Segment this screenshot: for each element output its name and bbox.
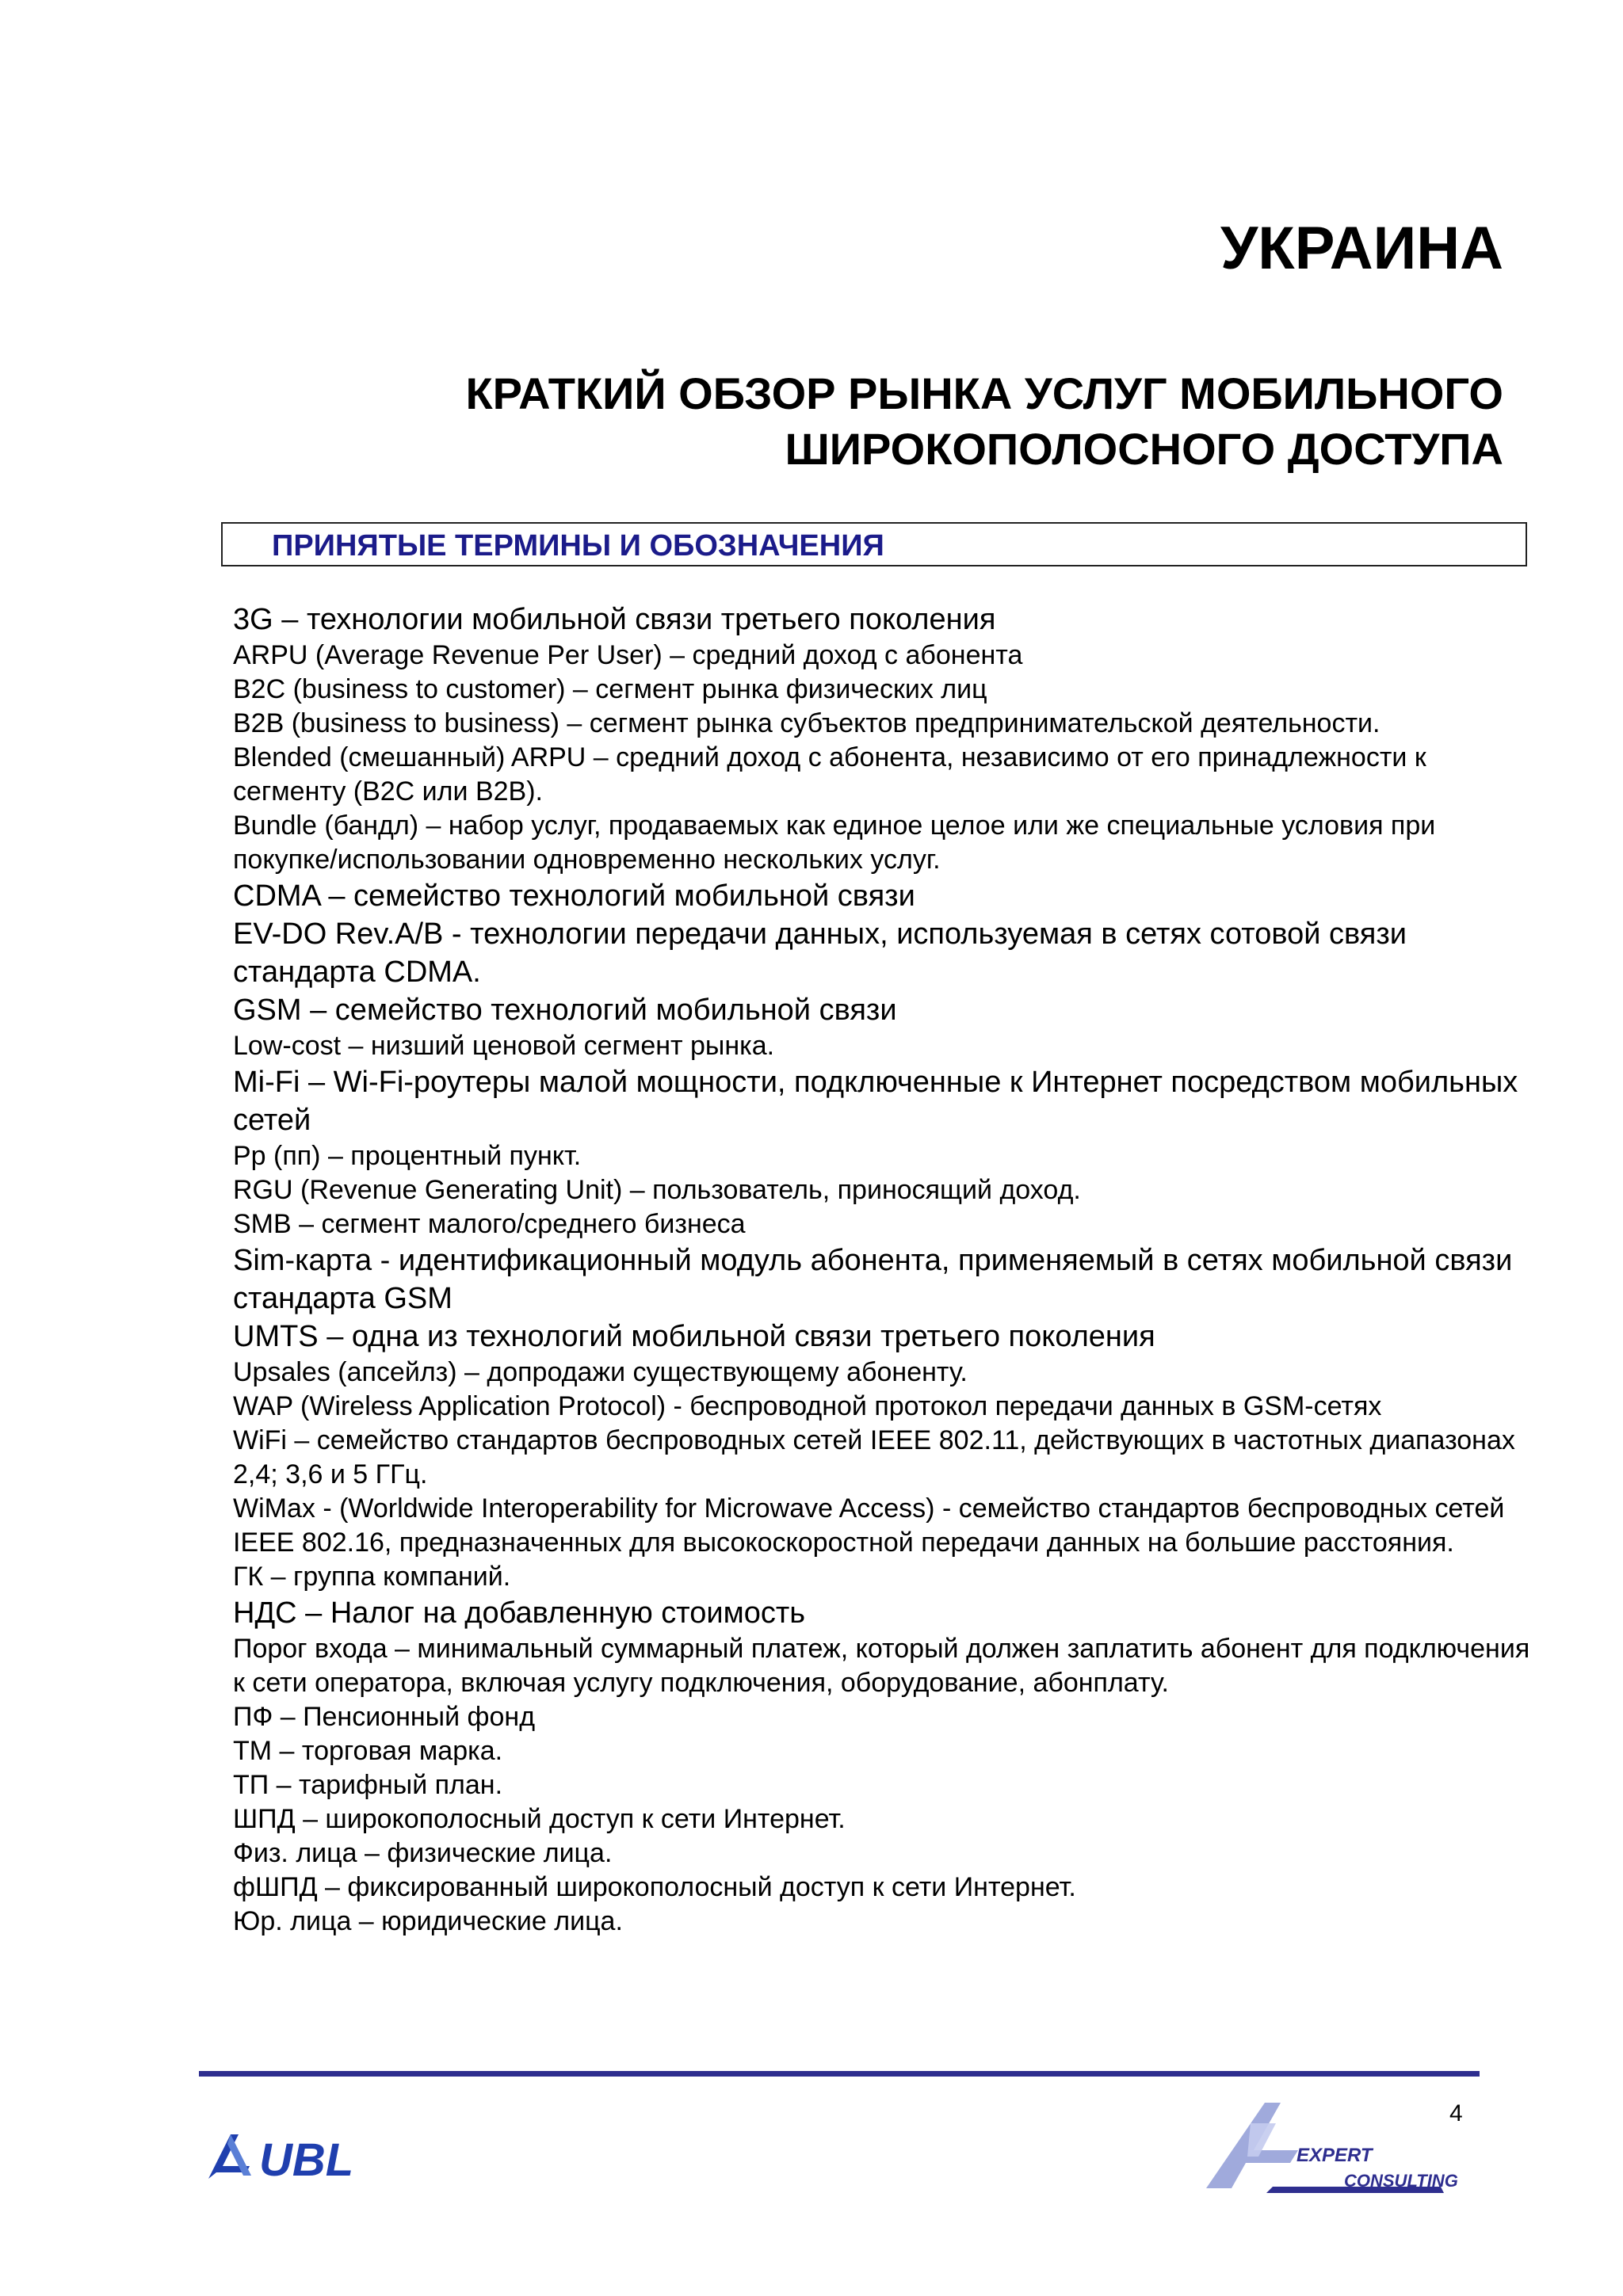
term-item: Порог входа – минимальный суммарный платеж, который должен заплатить абонент для подключения к сети оператора, включая услугу подключения, оборудование, абонплату. [233, 1634, 1530, 1698]
term-item: RGU (Revenue Generating Unit) – пользователь, приносящий доход. [233, 1175, 1081, 1205]
term-item: B2C (business to customer) – сегмент рынка физических лиц [233, 674, 987, 704]
term-item: Юр. лица – юридические лица. [233, 1906, 623, 1936]
footer-divider [199, 2071, 1480, 2077]
ubl-logo [200, 2120, 407, 2188]
term-item: Upsales (апсейлз) – допродажи существующему абоненту. [233, 1357, 968, 1387]
term-item: ПФ – Пенсионный фонд [233, 1702, 536, 1732]
term-item: Mi-Fi – Wi-Fi-роутеры малой мощности, подключенные к Интернет посредством мобильных сетей [233, 1066, 1518, 1137]
page-number: 4 [1449, 2100, 1463, 2126]
term-item: ТП – тарифный план. [233, 1770, 503, 1800]
term-item: фШПД – фиксированный широкополосный доступ к сети Интернет. [233, 1872, 1076, 1902]
term-item: B2B (business to business) – сегмент рынка субъектов предпринимательской деятельности. [233, 708, 1381, 738]
page-title-line-1: КРАТКИЙ ОБЗОР РЫНКА УСЛУГ МОБИЛЬНОГО [465, 368, 1503, 418]
terms-list [233, 601, 1533, 1939]
term-item: 3G – технологии мобильной связи третьего поколения [233, 603, 996, 636]
term-item: Low-cost – низший ценовой сегмент рынка. [233, 1031, 775, 1061]
expert-consulting-logo-icon [1203, 2095, 1465, 2206]
term-item: UMTS – одна из технологий мобильной связи третьего поколения [233, 1320, 1155, 1353]
term-item: Sim-карта - идентификационный модуль абонента, применяемый в сетях мобильной связи стандарта GSM [233, 1244, 1513, 1315]
ubl-logo-icon [200, 2120, 407, 2188]
term-item: Физ. лица – физические лица. [233, 1838, 613, 1868]
section-header-box [221, 522, 1527, 566]
term-item: ШПД – широкополосный доступ к сети Интернет. [233, 1804, 846, 1834]
expert-logo-line-2: CONSULTING [1344, 2171, 1458, 2191]
ubl-logo-text: UBL [259, 2134, 354, 2186]
term-item: WiMax - (Worldwide Interoperability for Microwave Access) - семейство стандартов беспроводных сетей IEEE 802.16, предназначенных для высокоскоростной передачи данных на большие расстояния. [233, 1493, 1505, 1558]
term-item: CDMA – семейство технологий мобильной связи [233, 879, 915, 913]
term-item: Pp (пп) – процентный пункт. [233, 1141, 582, 1171]
section-title: ПРИНЯТЫЕ ТЕРМИНЫ И ОБОЗНАЧЕНИЯ [272, 529, 884, 563]
term-item: SMB – сегмент малого/среднего бизнеса [233, 1209, 746, 1239]
term-item: ГК – группа компаний. [233, 1562, 511, 1592]
term-item: Blended (смешанный) ARPU – средний доход с абонента, независимо от его принадлежности к сегменту (B2C или B2B). [233, 742, 1426, 807]
term-item: ARPU (Average Revenue Per User) – средний доход с абонента [233, 640, 1023, 670]
expert-logo-line-1: EXPERT [1296, 2145, 1373, 2166]
term-item: WAP (Wireless Application Protocol) - беспроводной протокол передачи данных в GSM-сетях [233, 1391, 1382, 1421]
country-heading: УКРАИНА [1220, 215, 1503, 282]
term-item: GSM – семейство технологий мобильной связи [233, 994, 897, 1027]
page-title [465, 366, 1503, 477]
expert-consulting-logo [1203, 2095, 1465, 2206]
term-item: НДС – Налог на добавленную стоимость [233, 1596, 806, 1630]
term-item: WiFi – семейство стандартов беспроводных сетей IEEE 802.11, действующих в частотных диапазонах 2,4; 3,6 и 5 ГГц. [233, 1425, 1515, 1489]
term-item: Bundle (бандл) – набор услуг, продаваемых как единое целое или же специальные условия при покупке/использовании одновременно нескольких услуг. [233, 810, 1436, 875]
term-item: ТМ – торговая марка. [233, 1736, 503, 1766]
term-item: EV-DO Rev.A/B - технологии передачи данных, используемая в сетях сотовой связи стандарта CDMA. [233, 917, 1407, 989]
page-title-line-2: ШИРОКОПОЛОСНОГО ДОСТУПА [785, 424, 1503, 474]
